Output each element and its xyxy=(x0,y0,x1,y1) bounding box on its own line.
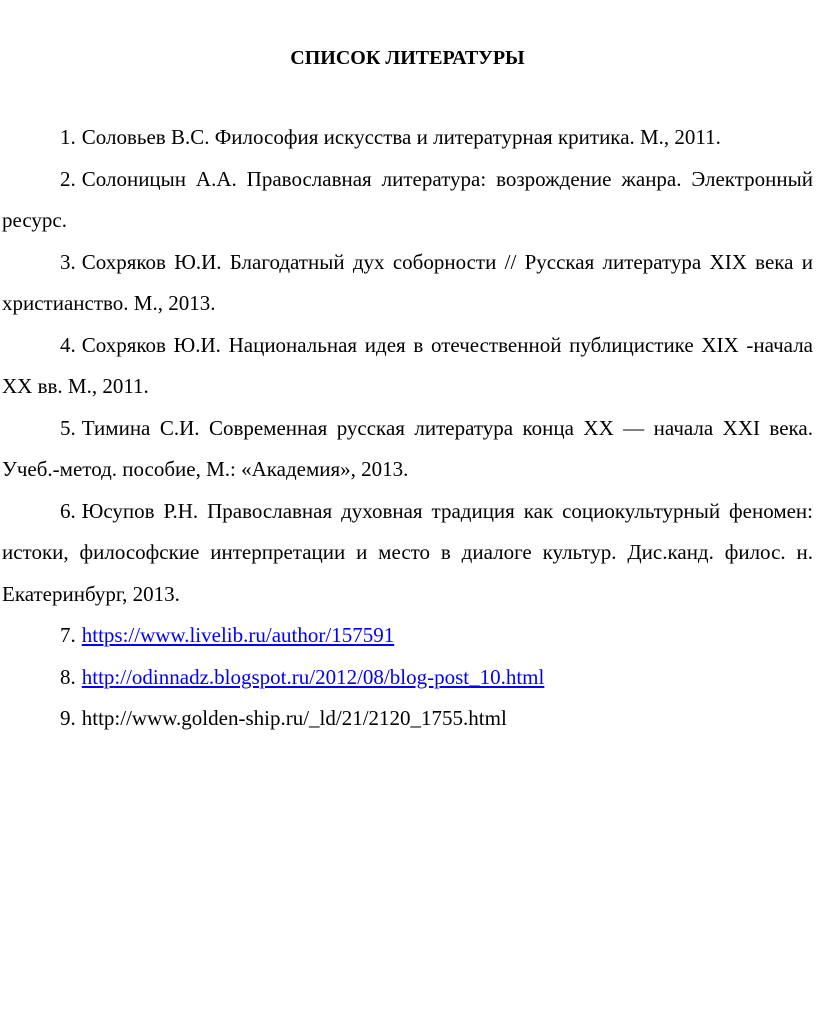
reference-item-4 xyxy=(2,325,813,408)
reference-number: 1. xyxy=(60,125,76,149)
reference-text: Сохряков Ю.И. Благодатный дух соборности // Русская литература XIX века и христианство. М., 2013. xyxy=(2,249,813,315)
reference-number: 9. xyxy=(60,706,76,730)
reference-number: 2. xyxy=(60,166,76,191)
reference-item-2 xyxy=(2,159,813,242)
reference-text: Сохряков Ю.И. Национальная идея в отечественной публицистике XIX -начала XX вв. М., 2011. xyxy=(2,332,813,398)
page-title: СПИСОК ЛИТЕРАТУРЫ xyxy=(290,47,525,69)
reference-item-9 xyxy=(2,698,813,740)
reference-number: 6. xyxy=(60,498,76,523)
reference-text: Тимина С.И. Современная русская литература конца XX — начала XXI века. Учеб.-метод. пособие, М.: «Академия», 2013. xyxy=(2,415,813,481)
reference-text: Солоницын А.А. Православная литература: возрождение жанра. Электронный ресурс. xyxy=(2,166,813,232)
reference-item-3 xyxy=(2,242,813,325)
reference-item-5 xyxy=(2,408,813,491)
reference-link[interactable]: https://www.livelib.ru/author/157591 xyxy=(81,623,395,647)
reference-item-8 xyxy=(2,657,813,699)
reference-number: 7. xyxy=(60,623,76,647)
reference-list xyxy=(2,117,813,740)
reference-item-7 xyxy=(2,615,813,657)
reference-item-6 xyxy=(2,491,813,616)
reference-text: Юсупов Р.Н. Православная духовная традиция как социокультурный феномен: истоки, философские интерпретации и место в диалоге культур. Дис.канд. филос. н. Екатеринбург, 2013. xyxy=(2,498,813,606)
reference-text: Соловьев В.С. Философия искусства и литературная критика. М., 2011. xyxy=(81,125,721,149)
reference-item-1 xyxy=(2,117,813,159)
reference-number: 8. xyxy=(60,664,76,689)
reference-number: 3. xyxy=(60,249,76,274)
reference-number: 4. xyxy=(60,332,76,357)
reference-text: http://www.golden-ship.ru/_ld/21/2120_1755.html xyxy=(81,706,507,730)
reference-link[interactable]: http://odinnadz.blogspot.ru/2012/08/blog-post_10.html xyxy=(81,664,545,689)
reference-number: 5. xyxy=(60,415,76,440)
